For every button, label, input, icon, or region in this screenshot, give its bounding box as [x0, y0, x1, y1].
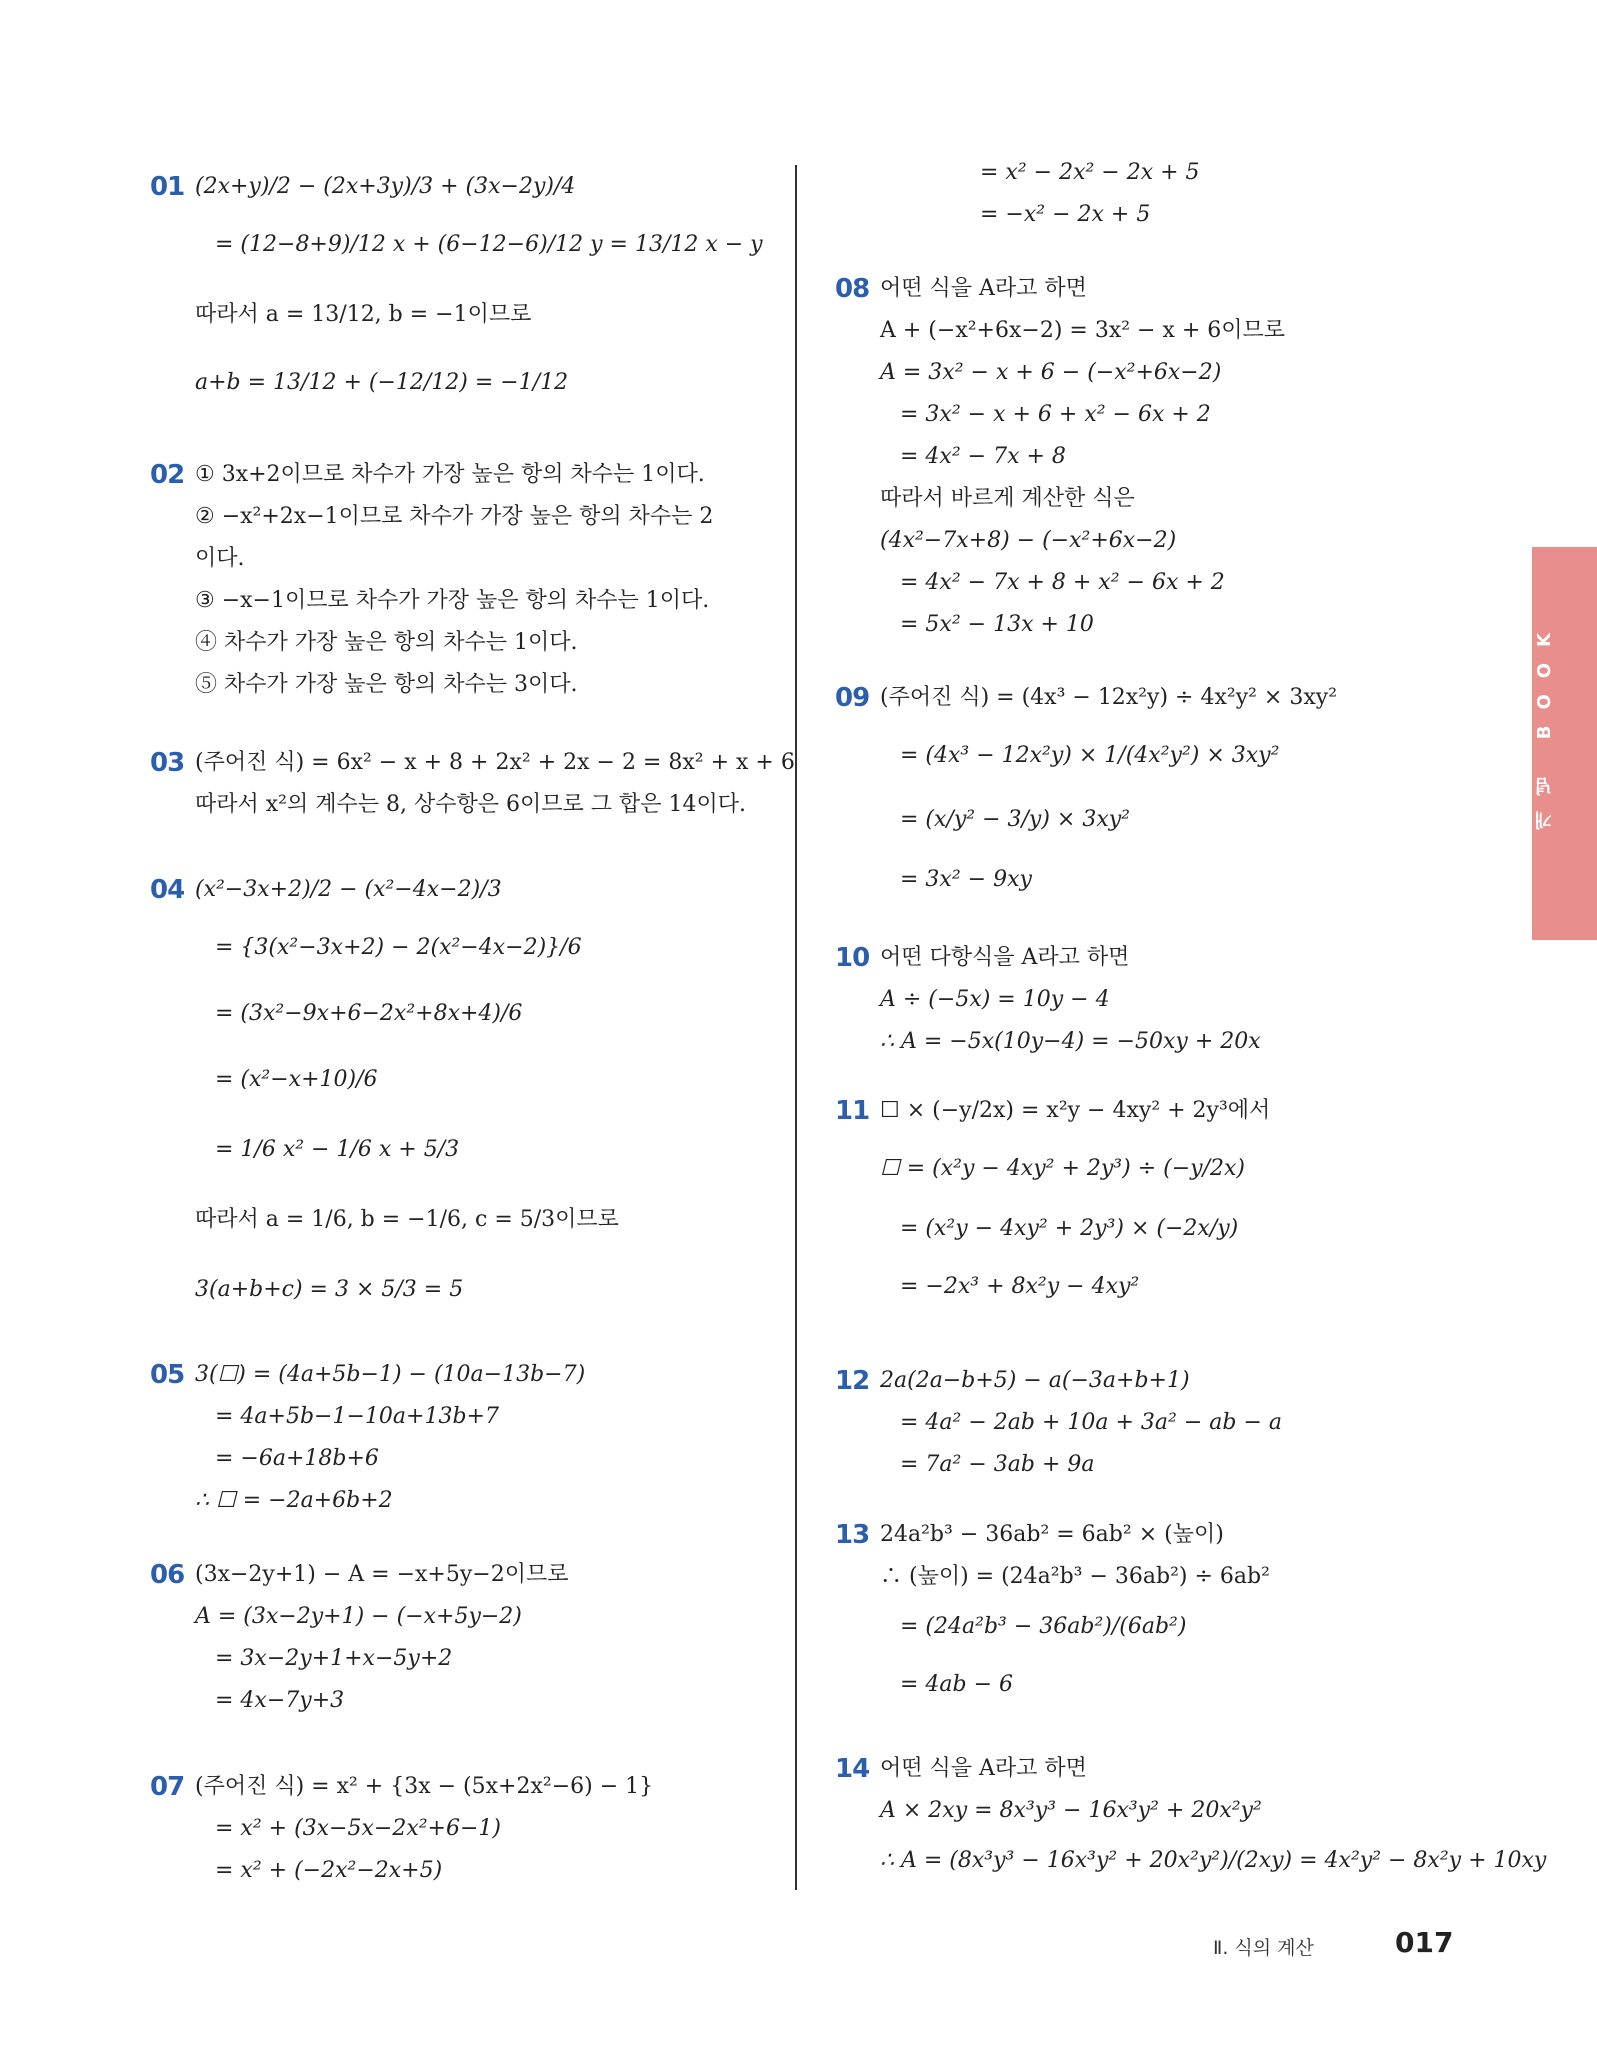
- footer-page-number: 017: [1395, 1926, 1454, 1959]
- solution-line: = 3x² − x + 6 + x² − 6x + 2: [900, 402, 1211, 427]
- problem-number: 02: [150, 460, 185, 490]
- solution-line: = −6a+18b+6: [215, 1446, 379, 1471]
- solution-line: 따라서 바르게 계산한 식은: [880, 486, 1135, 511]
- solution-line: = {3(x²−3x+2) − 2(x²−4x−2)}/6: [215, 935, 582, 960]
- solution-line: (x²−3x+2)/2 − (x²−4x−2)/3: [195, 877, 502, 902]
- solution-line: = −x² − 2x + 5: [980, 202, 1151, 227]
- problem-number: 14: [835, 1754, 870, 1784]
- problem-number: 10: [835, 943, 870, 973]
- solution-line: ∴ ☐ = −2a+6b+2: [195, 1488, 393, 1513]
- problem-number: 09: [835, 683, 870, 713]
- solution-line: = x² − 2x² − 2x + 5: [980, 160, 1200, 185]
- solution-line: = 5x² − 13x + 10: [900, 612, 1094, 637]
- solution-line: = (4x³ − 12x²y) × 1/(4x²y²) × 3xy²: [900, 743, 1280, 768]
- solution-line: = x² + (−2x²−2x+5): [215, 1858, 443, 1883]
- solution-line: 24a²b³ − 36ab² = 6ab² × (높이): [880, 1522, 1224, 1547]
- problem-number: 03: [150, 748, 185, 778]
- footer-section-title: Ⅱ. 식의 계산: [1213, 1937, 1314, 1959]
- solution-line: 3(a+b+c) = 3 × 5/3 = 5: [195, 1277, 464, 1302]
- solution-line: = x² + (3x−5x−2x²+6−1): [215, 1816, 501, 1841]
- solution-line: ③ −x−1이므로 차수가 가장 높은 항의 차수는 1이다.: [195, 588, 710, 613]
- solution-line: ☐ = (x²y − 4xy² + 2y³) ÷ (−y/2x): [880, 1156, 1245, 1181]
- solution-line: = 4x² − 7x + 8 + x² − 6x + 2: [900, 570, 1225, 595]
- solution-line: ④ 차수가 가장 높은 항의 차수는 1이다.: [195, 630, 578, 655]
- solution-line: ∴ A = −5x(10y−4) = −50xy + 20x: [880, 1029, 1261, 1054]
- solution-line: = (x²y − 4xy² + 2y³) × (−2x/y): [900, 1216, 1239, 1241]
- solution-line: 어떤 식을 A라고 하면: [880, 1756, 1087, 1781]
- problem-number: 12: [835, 1366, 870, 1396]
- solution-line: a+b = 13/12 + (−12/12) = −1/12: [195, 370, 569, 395]
- solution-line: = −2x³ + 8x²y − 4xy²: [900, 1274, 1140, 1299]
- solution-line: A = (3x−2y+1) − (−x+5y−2): [195, 1604, 522, 1629]
- problem-number: 11: [835, 1096, 870, 1126]
- problem-number: 08: [835, 274, 870, 304]
- solution-line: A = 3x² − x + 6 − (−x²+6x−2): [880, 360, 1222, 385]
- solution-line: ∴ A = (8x³y³ − 16x³y² + 20x²y²)/(2xy) = 4x²y² − 8x²y + 10xy: [880, 1848, 1547, 1873]
- solution-line: = (24a²b³ − 36ab²)/(6ab²): [900, 1614, 1187, 1639]
- solution-line: 2a(2a−b+5) − a(−3a+b+1): [880, 1368, 1190, 1393]
- solution-line: 따라서 a = 1/6, b = −1/6, c = 5/3이므로: [195, 1207, 619, 1232]
- solution-line: = (3x²−9x+6−2x²+8x+4)/6: [215, 1001, 523, 1026]
- solution-line: A ÷ (−5x) = 10y − 4: [880, 987, 1110, 1012]
- solution-line: = 1/6 x² − 1/6 x + 5/3: [215, 1137, 460, 1162]
- solution-line: = 3x² − 9xy: [900, 867, 1032, 892]
- side-tab: [1532, 547, 1597, 940]
- solution-line: ⑤ 차수가 가장 높은 항의 차수는 3이다.: [195, 672, 578, 697]
- solution-line: 따라서 x²의 계수는 8, 상수항은 6이므로 그 합은 14이다.: [195, 792, 746, 817]
- solution-line: 3(☐) = (4a+5b−1) − (10a−13b−7): [195, 1362, 586, 1387]
- problem-number: 04: [150, 875, 185, 905]
- solution-line: (2x+y)/2 − (2x+3y)/3 + (3x−2y)/4: [195, 174, 576, 199]
- solution-line: (3x−2y+1) − A = −x+5y−2이므로: [195, 1562, 569, 1587]
- problem-number: 06: [150, 1560, 185, 1590]
- solution-line: 따라서 a = 13/12, b = −1이므로: [195, 302, 532, 327]
- solution-line: = 7a² − 3ab + 9a: [900, 1452, 1095, 1477]
- solution-line: (4x²−7x+8) − (−x²+6x−2): [880, 528, 1177, 553]
- solution-line: ∴ (높이) = (24a²b³ − 36ab²) ÷ 6ab²: [880, 1564, 1270, 1589]
- solution-line: = 4x−7y+3: [215, 1688, 345, 1713]
- solution-line: (주어진 식) = (4x³ − 12x²y) ÷ 4x²y² × 3xy²: [880, 685, 1338, 710]
- solution-line: = 4x² − 7x + 8: [900, 444, 1066, 469]
- problem-number: 05: [150, 1360, 185, 1390]
- solution-line: 어떤 다항식을 A라고 하면: [880, 945, 1130, 970]
- problem-number: 13: [835, 1520, 870, 1550]
- solution-line: = 3x−2y+1+x−5y+2: [215, 1646, 453, 1671]
- solution-line: (주어진 식) = x² + {3x − (5x+2x²−6) − 1}: [195, 1774, 654, 1799]
- solution-line: = (x²−x+10)/6: [215, 1067, 378, 1092]
- solution-line: = (12−8+9)/12 x + (6−12−6)/12 y = 13/12 x − y: [215, 232, 763, 257]
- solution-line: = (x/y² − 3/y) × 3xy²: [900, 807, 1130, 832]
- column-divider: [795, 165, 797, 1890]
- side-tab-label: 개념 BOOK: [1534, 617, 1555, 830]
- problem-number: 01: [150, 172, 185, 202]
- solution-line: = 4a² − 2ab + 10a + 3a² − ab − a: [900, 1410, 1283, 1435]
- solution-line: ① 3x+2이므로 차수가 가장 높은 항의 차수는 1이다.: [195, 462, 705, 487]
- solution-line: ② −x²+2x−1이므로 차수가 가장 높은 항의 차수는 2: [195, 504, 714, 529]
- solution-line: 어떤 식을 A라고 하면: [880, 276, 1087, 301]
- solution-line: = 4a+5b−1−10a+13b+7: [215, 1404, 499, 1429]
- solution-line: = 4ab − 6: [900, 1672, 1014, 1697]
- solution-line: (주어진 식) = 6x² − x + 8 + 2x² + 2x − 2 = 8x² + x + 6: [195, 750, 795, 775]
- solution-line: A + (−x²+6x−2) = 3x² − x + 6이므로: [880, 318, 1286, 343]
- solution-line: A × 2xy = 8x³y³ − 16x³y² + 20x²y²: [880, 1798, 1262, 1823]
- solution-line: 이다.: [195, 546, 245, 571]
- solution-line: ☐ × (−y/2x) = x²y − 4xy² + 2y³에서: [880, 1098, 1271, 1123]
- problem-number: 07: [150, 1772, 185, 1802]
